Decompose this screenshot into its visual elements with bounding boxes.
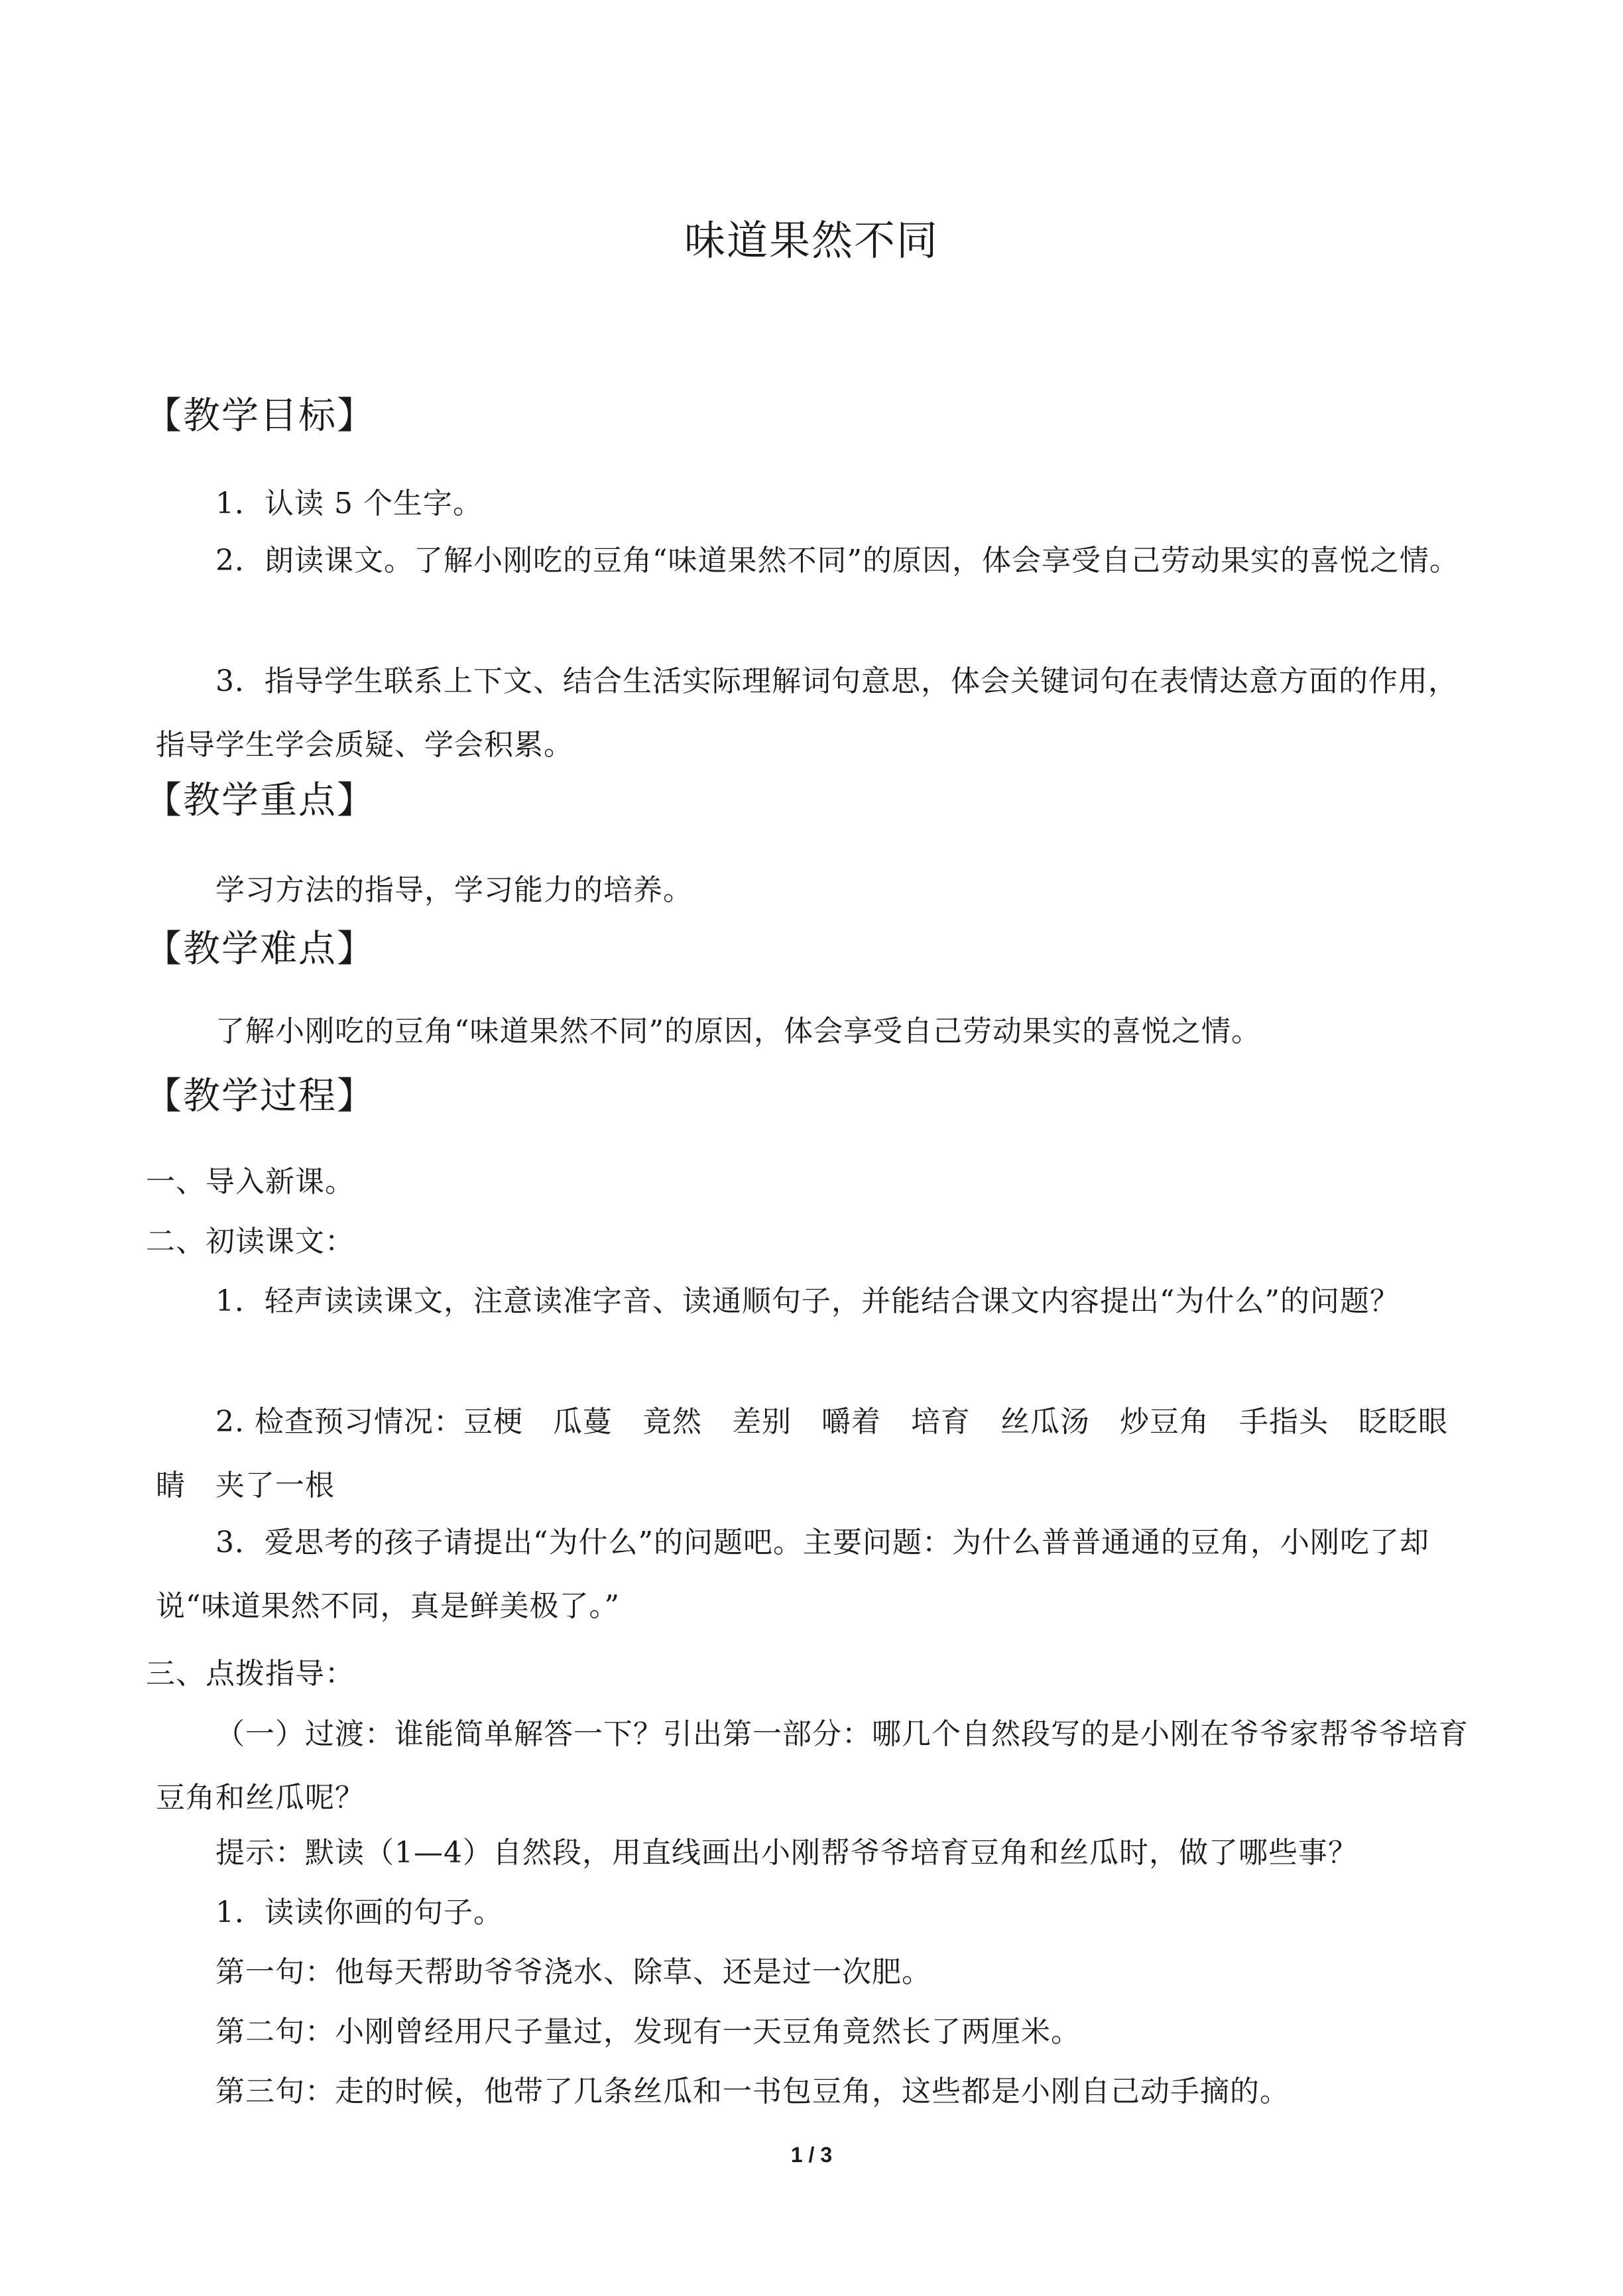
- goal-item-1: 1．认读 5 个生字。: [215, 487, 483, 520]
- sentence-2: 第二句：小刚曾经用尺子量过，发现有一天豆角竟然长了两厘米。: [215, 2015, 1081, 2049]
- hint-text: 提示：默读（1—4）自然段，用直线画出小刚帮爷爷培育豆角和丝瓜时，做了哪些事？: [215, 1836, 1358, 1870]
- document-title: 味道果然不同: [684, 216, 939, 265]
- process-step-3: 三、点拨指导：: [146, 1657, 355, 1691]
- process-step-1: 一、导入新课。: [146, 1165, 355, 1199]
- heading-key-points: 【教学重点】: [145, 779, 375, 822]
- difficulties-text: 了解小刚吃的豆角“味道果然不同”的原因，体会享受自己劳动果实的喜悦之情。: [215, 1014, 1261, 1048]
- key-points-text: 学习方法的指导，学习能力的培养。: [215, 873, 693, 907]
- read-task: 1．读读你画的句子。: [215, 1896, 503, 1929]
- step2-item-1: 1．轻声读读课文，注意读准字音、读通顺句子，并能结合课文内容提出“为什么”的问题？: [215, 1284, 1400, 1318]
- step2-item-2: 2. 检查预习情况：豆梗 瓜蔓 竟然 差别 嚼着 培育 丝瓜汤 炒豆角 手指头 眨眨眼睛 夹了一根: [156, 1405, 1448, 1502]
- heading-teaching-process: 【教学过程】: [145, 1075, 375, 1118]
- goal-item-2: 2．朗读课文。了解小刚吃的豆角“味道果然不同”的原因，体会享受自己劳动果实的喜悦之情。: [215, 544, 1459, 577]
- goal-item-3: 3．指导学生联系上下文、结合生活实际理解词句意思，体会关键词句在表情达意方面的作用，指导学生学会质疑、学会积累。: [156, 664, 1458, 762]
- step3-intro: （一）过渡：谁能简单解答一下？引出第一部分：哪几个自然段写的是小刚在爷爷家帮爷爷培育豆角和丝瓜呢？: [156, 1717, 1469, 1815]
- process-step-2: 二、初读课文：: [146, 1225, 355, 1258]
- page-number: 1 / 3: [790, 2143, 833, 2167]
- sentence-3: 第三句：走的时候，他带了几条丝瓜和一书包豆角，这些都是小刚自己动手摘的。: [215, 2075, 1290, 2108]
- heading-teaching-goals: 【教学目标】: [145, 394, 375, 438]
- heading-difficulties: 【教学难点】: [145, 928, 375, 971]
- step2-item-3: 3．爱思考的孩子请提出“为什么”的问题吧。主要问题：为什么普普通通的豆角，小刚吃了却说“味道果然不同，真是鲜美极了。”: [156, 1526, 1429, 1623]
- sentence-1: 第一句：他每天帮助爷爷浇水、除草、还是过一次肥。: [215, 1955, 932, 1989]
